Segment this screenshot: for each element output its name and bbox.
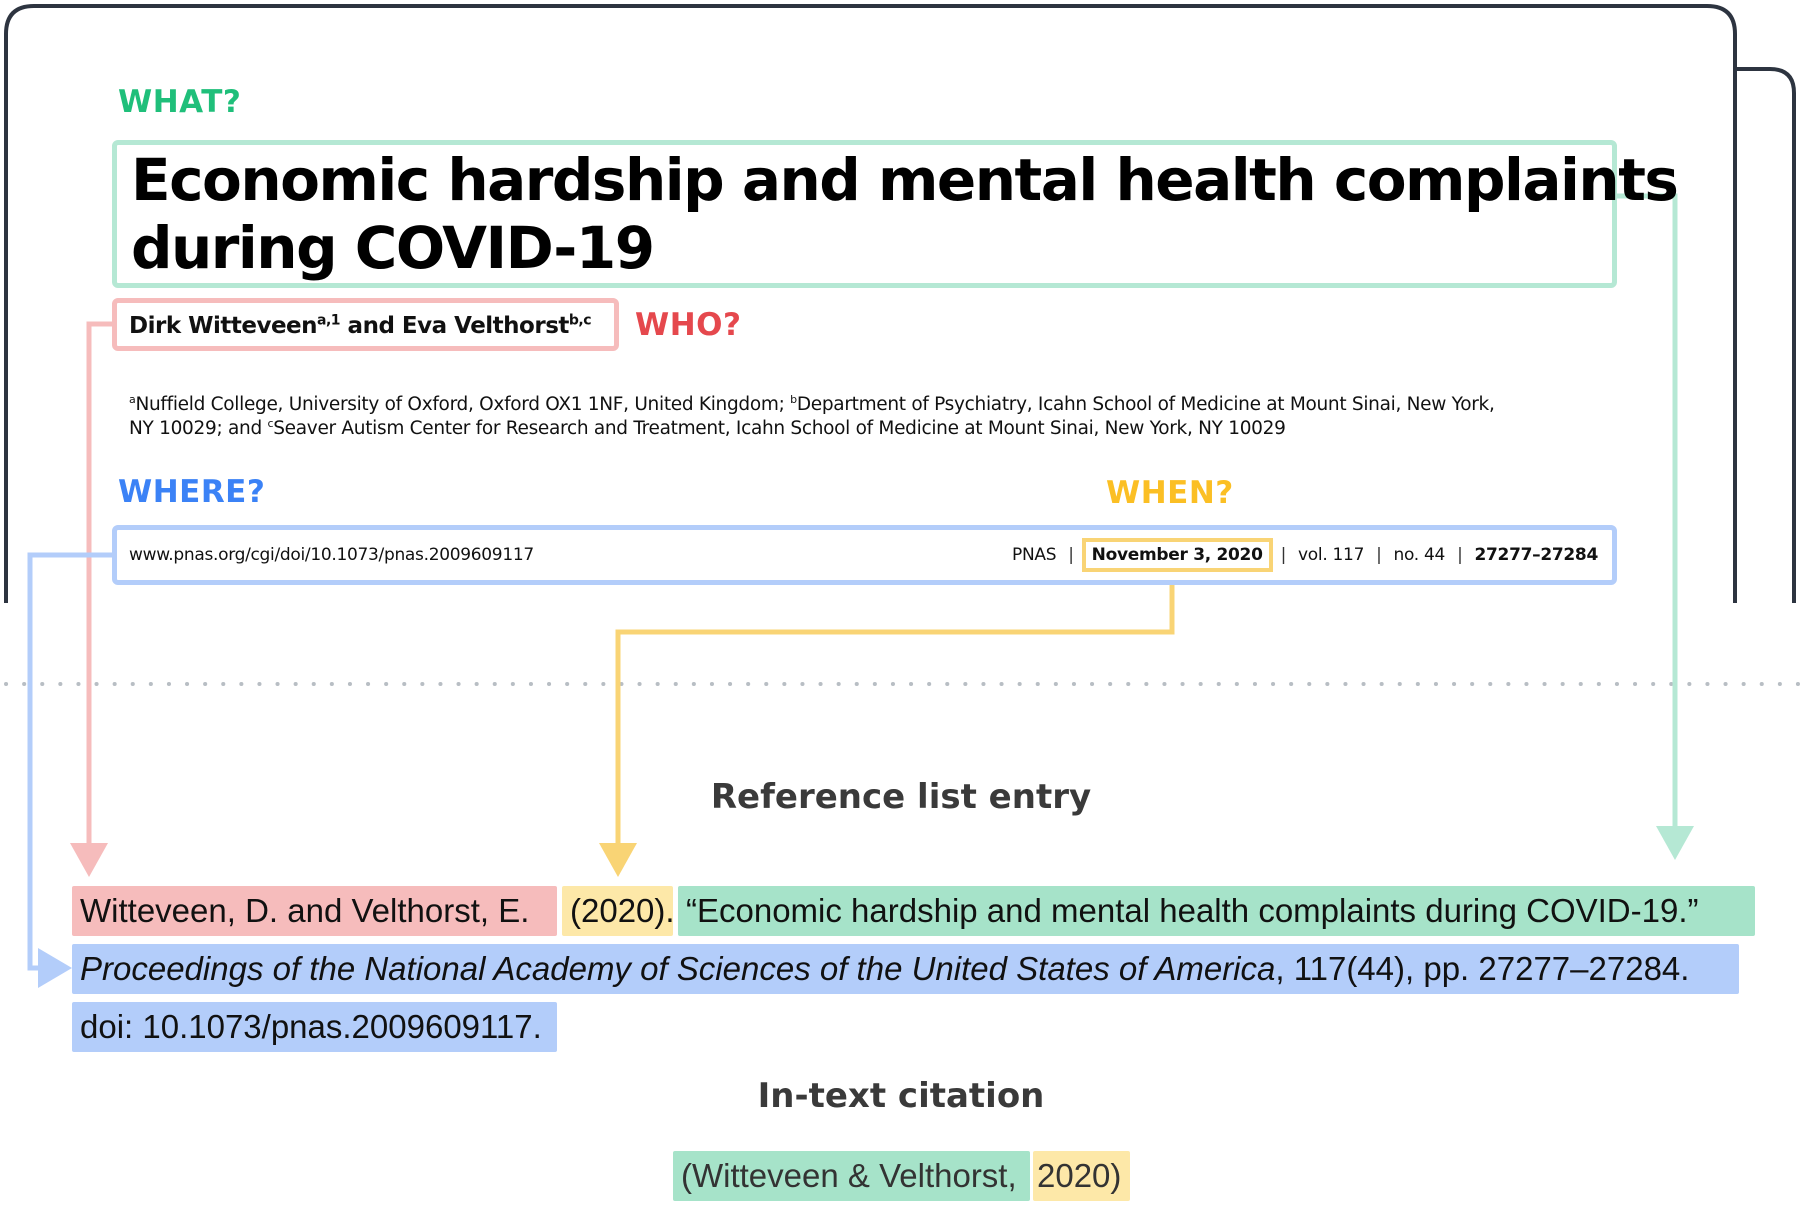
reference-year: (2020). [562, 886, 673, 936]
title-highlight-box [112, 140, 1678, 288]
journal-issue: no. 44 [1393, 545, 1446, 565]
affiliations-line-1 [129, 393, 1495, 417]
in-text-citation-heading: In-text citation [757, 1076, 1045, 1116]
page-range: 27277–27284 [1474, 545, 1598, 565]
author-1-affiliation-marks: a,1 [317, 312, 341, 329]
separator: | [1376, 545, 1382, 565]
separator: | [1457, 545, 1463, 565]
journal-volume: vol. 117 [1298, 545, 1365, 565]
what-arrow-icon [1656, 826, 1694, 860]
reference-doi: doi: 10.1073/pnas.2009609117. [72, 1002, 557, 1052]
in-text-citation-authors: (Witteveen & Velthorst, [673, 1151, 1030, 1201]
when-label: WHEN? [1106, 475, 1234, 511]
affiliation-b-text-cont: NY 10029; and [129, 418, 268, 439]
who-arrow-icon [70, 843, 108, 877]
reference-authors: Witteveen, D. and Velthorst, E. [72, 886, 557, 936]
author-1-name: Dirk Witteveen [129, 313, 318, 339]
journal-name: PNAS [1012, 545, 1057, 565]
article-title-line-2: during COVID-19 [131, 214, 654, 282]
what-label: WHAT? [118, 84, 242, 120]
affiliation-mark-c: c [267, 416, 274, 430]
what-connector [1616, 196, 1675, 830]
journal-footer-highlight-box [112, 525, 1617, 585]
authors-highlight-box [112, 298, 619, 351]
affiliation-c-text: Seaver Autism Center for Research and Treatment, Icahn School of Medicine at Mount Sinai, New York, NY 10029 [273, 418, 1286, 439]
affiliation-b-text: Department of Psychiatry, Icahn School of Medicine at Mount Sinai, New York, [796, 394, 1495, 415]
who-label: WHO? [635, 307, 742, 343]
when-arrow-icon [599, 843, 637, 877]
publication-date-highlight: November 3, 2020 [1082, 538, 1273, 572]
where-arrow-icon [38, 948, 72, 988]
reference-volume-pages: , 117(44), pp. 27277–27284. [1275, 950, 1690, 987]
affiliation-mark-a: a [129, 392, 136, 406]
reference-journal-name: Proceedings of the National Academy of Sciences of the United States of America [80, 950, 1276, 987]
reference-list-heading: Reference list entry [710, 777, 1092, 817]
article-title-line-1: Economic hardship and mental health complaints [131, 146, 1678, 214]
who-connector [89, 324, 112, 845]
separator: | [1068, 545, 1074, 565]
journal-footer-details [1012, 545, 1598, 565]
reference-journal-line [72, 944, 1739, 994]
page-frame-back [1737, 69, 1794, 603]
in-text-citation-year: 2020) [1033, 1151, 1130, 1201]
article-doi-url: www.pnas.org/cgi/doi/10.1073/pnas.2009609117 [129, 545, 534, 565]
author-2-name: Eva Velthorst [401, 313, 569, 339]
affiliations-line-2 [129, 417, 1286, 441]
where-label: WHERE? [118, 474, 266, 510]
author-2-affiliation-marks: b,c [568, 312, 592, 329]
reference-title: “Economic hardship and mental health complaints during COVID-19.” [678, 886, 1755, 936]
article-authors [129, 313, 591, 339]
author-joiner: and [340, 313, 402, 339]
affiliation-mark-b: b [790, 392, 797, 406]
separator: | [1280, 545, 1287, 565]
affiliation-a-text: Nuffield College, University of Oxford, Oxford OX1 1NF, United Kingdom; [135, 394, 791, 415]
